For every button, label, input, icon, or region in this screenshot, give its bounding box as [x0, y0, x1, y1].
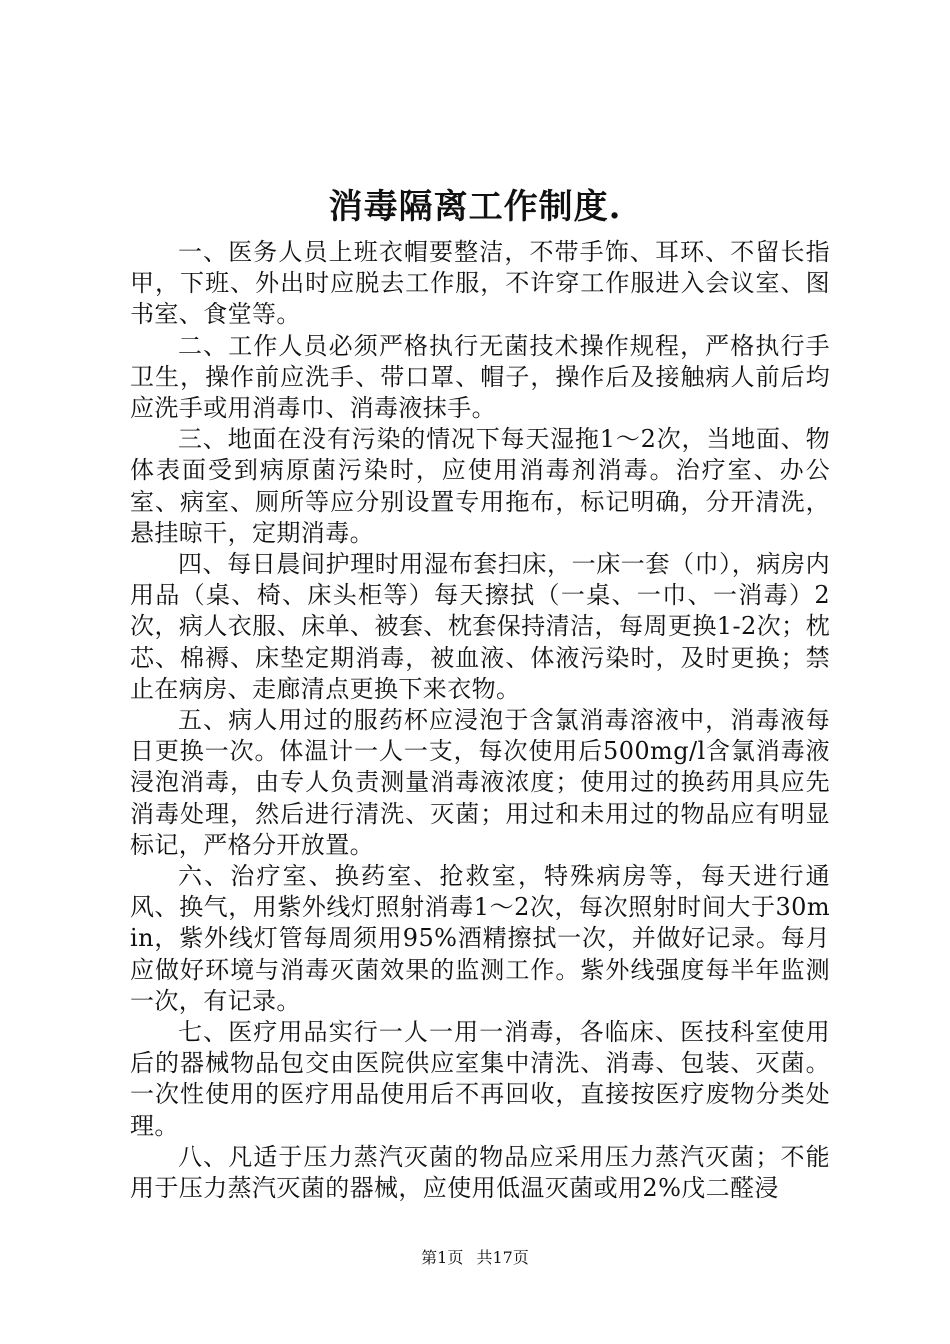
paragraph-4: 四、每日晨间护理时用湿布套扫床，一床一套（巾），病房内用品（桌、椅、床头柜等）每天擦拭（一桌、一巾、一消毒）2次，病人衣服、床单、被套、枕套保持清洁，每周更换1-2次；枕芯、棉褥、床垫定期消毒，被血液、体液污染时，及时更换；禁止在病房、走廊清点更换下来衣物。	[130, 550, 830, 703]
page-number: 第1页	[421, 1248, 464, 1267]
paragraph-6: 六、治疗室、换药室、抢救室，特殊病房等，每天进行通风、换气，用紫外线灯照射消毒1～2次，每次照射时间大于30min，紫外线灯管每周须用95%酒精擦拭一次，并做好记录。每月应做好环境与消毒灭菌效果的监测工作。紫外线强度每半年监测一次，有记录。	[130, 862, 830, 1015]
document-body	[130, 237, 830, 1204]
paragraph-2: 二、工作人员必须严格执行无菌技术操作规程，严格执行手卫生，操作前应洗手、带口罩、帽子，操作后及接触病人前后均应洗手或用消毒巾、消毒液抹手。	[130, 331, 830, 423]
paragraph-7: 七、医疗用品实行一人一用一消毒，各临床、医技科室使用后的器械物品包交由医院供应室集中清洗、消毒、包装、灭菌。一次性使用的医疗用品使用后不再回收，直接按医疗废物分类处理。	[130, 1018, 830, 1140]
paragraph-1: 一、医务人员上班衣帽要整洁，不带手饰、耳环、不留长指甲，下班、外出时应脱去工作服，不许穿工作服进入会议室、图书室、食堂等。	[130, 238, 830, 329]
paragraph-8: 八、凡适于压力蒸汽灭菌的物品应采用压力蒸汽灭菌；不能用于压力蒸汽灭菌的器械，应使用低温灭菌或用2%戊二醛浸	[130, 1142, 830, 1203]
paragraph-3: 三、地面在没有污染的情况下每天湿拖1～2次，当地面、物体表面受到病原菌污染时，应使用消毒剂消毒。治疗室、办公室、病室、厕所等应分别设置专用拖布，标记明确，分开清洗，悬挂晾干，定期消毒。	[130, 425, 830, 547]
page-title: 消毒隔离工作制度.	[328, 187, 622, 227]
paragraph-5: 五、病人用过的服药杯应浸泡于含氯消毒溶液中，消毒液每日更换一次。体温计一人一支，每次使用后500mg/l含氯消毒液浸泡消毒，由专人负责测量消毒液浓度；使用过的换药用具应先消毒处理，然后进行清洗、灭菌；用过和未用过的物品应有明显标记，严格分开放置。	[130, 706, 830, 859]
page-total: 共17页	[476, 1248, 529, 1267]
page-footer	[0, 1248, 950, 1268]
